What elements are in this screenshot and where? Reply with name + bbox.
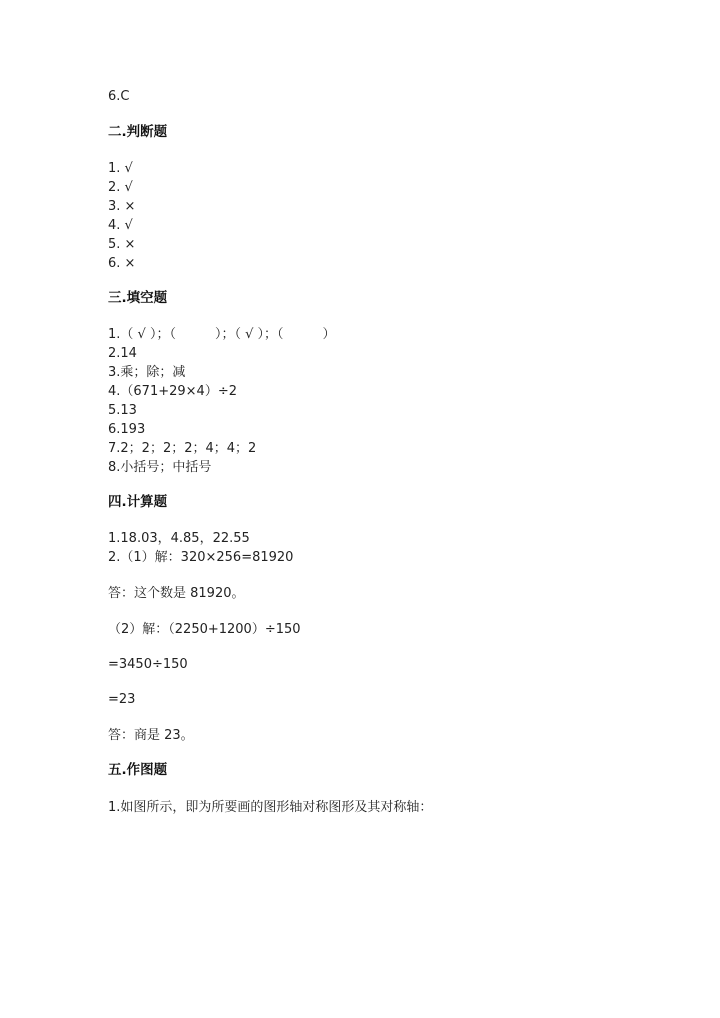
calc-answer-2-part2: （2）解：（2250+1200）÷150 — [108, 622, 301, 637]
answer-6: 6.C — [108, 89, 130, 104]
fill-answer-5: 5.13 — [108, 403, 137, 418]
fill-answer-8: 8.小括号；中括号 — [108, 460, 212, 475]
calc-answer-2-part2-conclusion: 答：商是 23。 — [108, 728, 194, 743]
judgment-answer-3: 3. × — [108, 199, 136, 214]
judgment-answer-5: 5. × — [108, 237, 136, 252]
fill-answer-6: 6.193 — [108, 422, 146, 437]
fill-answer-2: 2.14 — [108, 346, 137, 361]
section-heading-drawing: 五.作图题 — [108, 762, 168, 778]
fill-answer-7: 7.2；2；2；2；4；4；2 — [108, 441, 257, 456]
calc-answer-2-part1: 2.（1）解：320×256=81920 — [108, 550, 294, 565]
judgment-answer-6: 6. × — [108, 256, 136, 271]
calc-answer-2-step1: =3450÷150 — [108, 657, 188, 672]
fill-answer-1: 1.（ √ ）；（ ）；（ √ ）；（ ） — [108, 327, 336, 342]
judgment-answer-4: 4. √ — [108, 218, 133, 233]
judgment-answer-2: 2. √ — [108, 180, 133, 195]
calc-answer-2-step2: =23 — [108, 692, 136, 707]
fill-answer-4: 4.（671+29×4）÷2 — [108, 384, 237, 399]
section-heading-fill-blank: 三.填空题 — [108, 290, 168, 306]
judgment-answer-1: 1. √ — [108, 161, 133, 176]
section-heading-calculation: 四.计算题 — [108, 494, 168, 510]
calc-answer-2-part1-conclusion: 答：这个数是 81920。 — [108, 586, 245, 601]
fill-answer-3: 3.乘；除；减 — [108, 365, 186, 380]
calc-answer-1: 1.18.03，4.85，22.55 — [108, 531, 250, 546]
section-heading-judgment: 二.判断题 — [108, 124, 168, 140]
drawing-answer-1: 1.如图所示，即为所要画的图形轴对称图形及其对称轴： — [108, 800, 433, 815]
